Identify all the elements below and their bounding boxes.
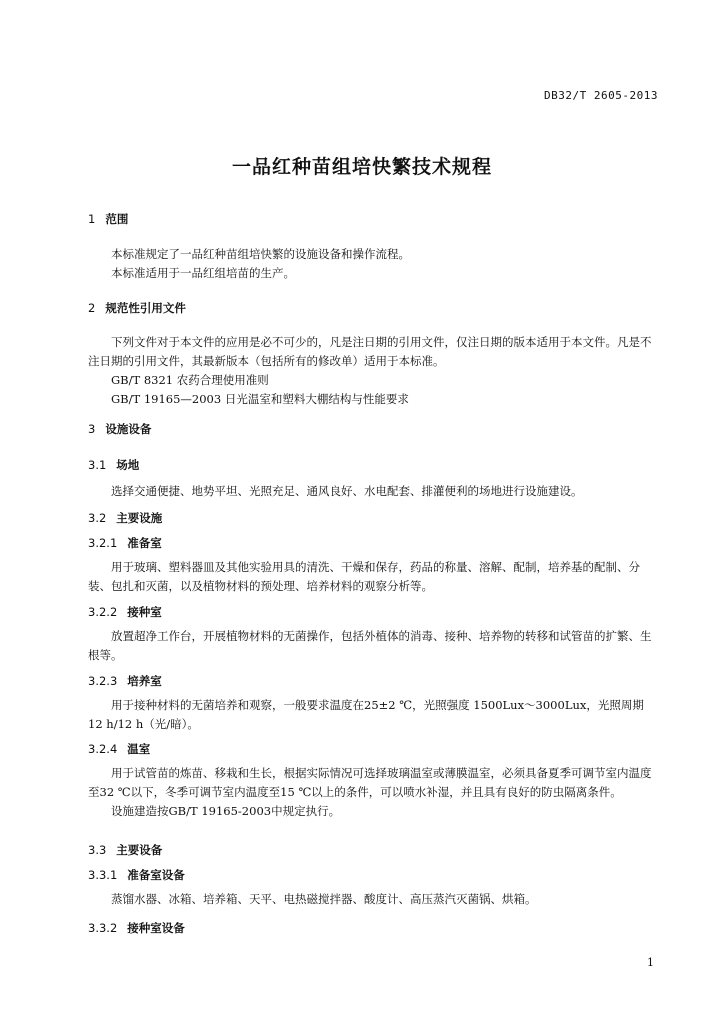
paragraph: 下列文件对于本文件的应用是必不可少的，凡是注日期的引用文件，仅注日期的版本适用于本文件。凡是不注日期的引用文件，其最新版本（包括所有的修改单）适用于本标准。 xyxy=(88,335,652,368)
document-title: 一品红种苗组培快繁技术规程 xyxy=(231,156,492,178)
section-3-3-heading xyxy=(88,842,654,858)
section-number: 1 xyxy=(88,212,96,226)
section-number: 3 xyxy=(88,422,96,436)
section-title: 接种室设备 xyxy=(127,921,185,935)
section-3-2-2-heading xyxy=(88,604,654,620)
paragraph: 用于玻璃、塑料器皿及其他实验用具的清洗、干燥和保存，药品的称量、溶解、配制，培养基的配制、分装、包扎和灭菌，以及植物材料的预处理、培养材料的观察分析等。 xyxy=(88,560,640,593)
section-number: 3.2.1 xyxy=(88,536,118,550)
paragraph: 蒸馏水器、冰箱、培养箱、天平、电热磁搅拌器、酸度计、高压蒸汽灭菌锅、烘箱。 xyxy=(111,892,537,906)
section-number: 3.3.1 xyxy=(88,868,118,882)
section-2-body xyxy=(88,333,654,409)
section-number: 3.2.4 xyxy=(88,742,118,756)
section-title: 接种室 xyxy=(127,605,162,619)
section-3-2-3-heading xyxy=(88,673,654,689)
section-number: 3.1 xyxy=(88,458,107,472)
section-3-2-heading xyxy=(88,510,654,526)
section-3-2-2-body xyxy=(88,627,654,665)
section-3-3-1-body xyxy=(88,890,654,909)
section-number: 3.3 xyxy=(88,843,107,857)
section-number: 3.3.2 xyxy=(88,921,118,935)
section-2-heading xyxy=(88,300,654,316)
section-3-1-heading xyxy=(88,457,654,473)
section-number: 2 xyxy=(88,301,96,315)
section-title: 规范性引用文件 xyxy=(105,301,186,315)
section-3-heading xyxy=(88,421,654,437)
section-title: 主要设施 xyxy=(116,511,163,525)
section-number: 3.2.3 xyxy=(88,674,118,688)
section-3-2-4-heading xyxy=(88,741,654,757)
section-3-1-body xyxy=(88,482,654,501)
section-3-3-1-heading xyxy=(88,867,654,883)
section-title: 主要设备 xyxy=(116,843,163,857)
paragraph: 用于接种材料的无菌培养和观察，一般要求温度在25±2 ℃，光照强度 1500Lux～3000Lux，光照周期12 h/12 h（光/暗）。 xyxy=(88,698,644,731)
section-1-heading xyxy=(88,211,654,227)
reference-item: GB/T 19165—2003 日光温室和塑料大棚结构与性能要求 xyxy=(111,392,409,406)
section-title: 设施设备 xyxy=(105,422,152,436)
section-3-2-4-body xyxy=(88,764,654,821)
section-title: 场地 xyxy=(116,458,140,472)
reference-item: GB/T 8321 农药合理使用准则 xyxy=(111,373,269,387)
section-title: 准备室设备 xyxy=(127,868,185,882)
section-3-2-1-body xyxy=(88,558,654,596)
section-number: 3.2 xyxy=(88,511,107,525)
section-3-2-1-heading xyxy=(88,535,654,551)
section-1-body xyxy=(88,245,654,283)
standard-code: DB32/T 2605-2013 xyxy=(544,89,658,102)
paragraph: 用于试管苗的炼苗、移栽和生长，根据实际情况可选择玻璃温室或薄膜温室，必须具备夏季可调节室内温度至32 ℃以下，冬季可调节室内温度至15 ℃以上的条件，可以喷水补湿，并且具有良好的防虫隔离条件。 xyxy=(88,766,652,799)
section-title: 准备室 xyxy=(127,536,162,550)
paragraph: 放置超净工作台，开展植物材料的无菌操作，包括外植体的消毒、接种、培养物的转移和试管苗的扩繁、生根等。 xyxy=(88,629,652,662)
section-title: 范围 xyxy=(105,212,129,226)
paragraph: 本标准适用于一品红组培苗的生产。 xyxy=(111,266,295,280)
page-number: 1 xyxy=(647,956,654,969)
paragraph: 选择交通便捷、地势平坦、光照充足、通风良好、水电配套、排灌便利的场地进行设施建设。 xyxy=(111,484,583,498)
paragraph: 设施建造按GB/T 19165-2003中规定执行。 xyxy=(111,804,341,818)
section-3-3-2-heading xyxy=(88,920,654,936)
section-title: 温室 xyxy=(127,742,151,756)
section-3-2-3-body xyxy=(88,696,654,734)
section-title: 培养室 xyxy=(127,674,162,688)
section-number: 3.2.2 xyxy=(88,605,118,619)
paragraph: 本标准规定了一品红种苗组培快繁的设施设备和操作流程。 xyxy=(111,247,410,261)
